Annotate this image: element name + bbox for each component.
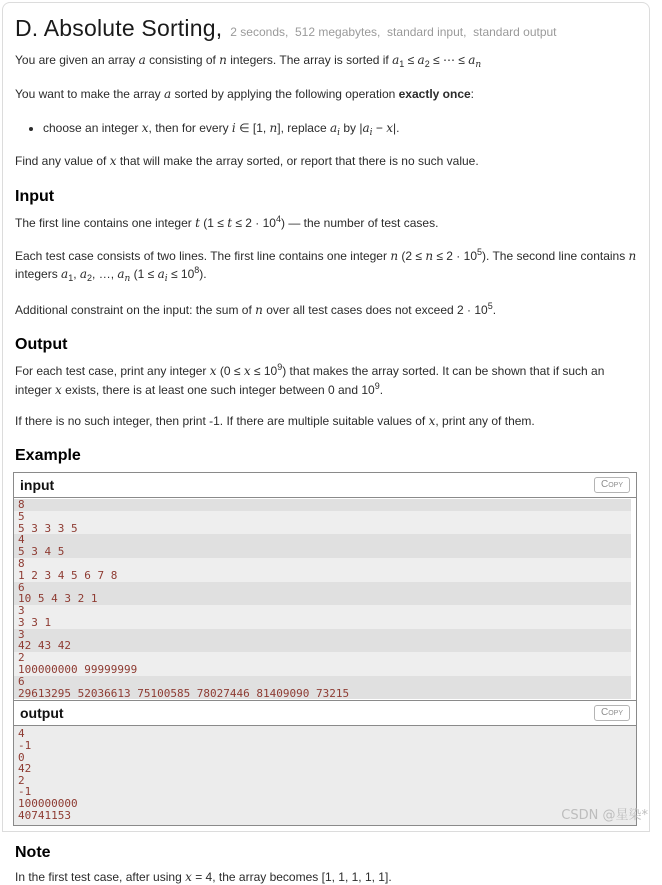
statement-paragraph-2: You want to make the array a sorted by applying the following operation exactly once:: [15, 87, 475, 102]
example-output-line: 42: [18, 762, 32, 776]
example-input-line: 1 2 3 4 5 6 7 8: [14, 570, 631, 582]
example-input-line: 3: [14, 629, 631, 641]
example-output-line: 40741153: [18, 808, 71, 822]
csdn-watermark: CSDN @星染*: [561, 808, 648, 823]
example-input-body: [14, 498, 636, 701]
problem-title: D. Absolute Sorting,: [15, 15, 223, 41]
example-input-line: 100000000 99999999: [14, 664, 631, 676]
note-paragraph-1: In the first test case, after using x = 4, the array becomes [1, 1, 1, 1, 1].: [15, 870, 392, 885]
example-output-body: [14, 726, 636, 825]
input-paragraph-2: Each test case consists of two lines. The first line contains one integer n $(2 \le n \le 2 \cdot 10^5)$. The second line contains n integers $a_1$, $a_2$, …, $a_n$ $(1 \le a_i \le 10^8)$.: [15, 246, 637, 285]
example-input-line: 10 5 4 3 2 1: [14, 593, 631, 605]
example-input-line: 8: [14, 499, 631, 511]
note-section-heading: Note: [15, 844, 51, 862]
statement-paragraph-3: Find any value of x that will make the array sorted, or report that there is no such value.: [15, 154, 479, 169]
problem-statement-panel: [2, 2, 650, 885]
example-input-label: input: [20, 476, 55, 493]
output-paragraph-1: For each test case, print any integer x $(0 \le x \le 10^9)$ that makes the array sorted. It can be shown that if such an integer x exists, there is at least one such integer between 0 and $10^9$.: [15, 362, 605, 397]
operation-item: • choose an integer x, then for every i ∈ [1, n], replace $a_i$ by $|a_i - x|$.: [43, 120, 641, 139]
example-output-label: output: [20, 705, 64, 722]
example-table: [13, 472, 637, 826]
output-paragraph-2: If there is no such integer, then print -1. If there are multiple suitable values of x, print any of them.: [15, 413, 535, 428]
example-input-line: 5 3 4 5: [14, 546, 631, 558]
example-input-line: 3: [14, 605, 631, 617]
example-input-line: 4: [14, 534, 631, 546]
statement-paragraph-1: You are given an array a consisting of n integers. The array is sorted if $a_1 \le a_2$ ≤ ⋯ ≤ $a_n$: [15, 53, 482, 70]
input-section-heading: Input: [15, 187, 55, 205]
example-input-header: [14, 473, 636, 498]
example-output-line: -1: [18, 739, 32, 753]
example-input-line: 6: [14, 582, 631, 594]
example-input-line: 5: [14, 511, 631, 523]
problem-header: [15, 15, 641, 42]
example-output-line: -1: [18, 785, 32, 799]
example-input-line: 29613295 52036613 75100585 78027446 81409090 73215: [14, 688, 631, 700]
example-input-line: 5 3 3 3 5: [14, 523, 631, 535]
example-output-line: 2: [18, 773, 25, 787]
copy-output-button[interactable]: Copy: [594, 705, 630, 721]
copy-input-button[interactable]: Copy: [594, 477, 630, 493]
example-output-line: 100000000: [18, 797, 78, 811]
example-output-header: [14, 700, 636, 726]
input-paragraph-3: Additional constraint on the input: the sum of n over all test cases does not exceed $2 \cdot 10^5$.: [15, 301, 497, 318]
example-input-line: 8: [14, 558, 631, 570]
operation-list: [13, 120, 641, 139]
example-output-line: 0: [18, 750, 25, 764]
input-paragraph-1: The first line contains one integer t $(1 \le t \le 2 \cdot 10^4)$ — the number of test cases.: [15, 213, 439, 230]
example-output-line: 4: [18, 727, 25, 741]
example-input-line: 2: [14, 652, 631, 664]
output-section-heading: Output: [15, 336, 68, 354]
example-section-heading: Example: [15, 446, 81, 464]
problem-meta: 2 seconds, 512 megabytes, standard input, standard output: [230, 25, 557, 39]
example-input-line: 3 3 1: [14, 617, 631, 629]
example-input-line: 42 43 42: [14, 640, 631, 652]
example-input-line: 6: [14, 676, 631, 688]
